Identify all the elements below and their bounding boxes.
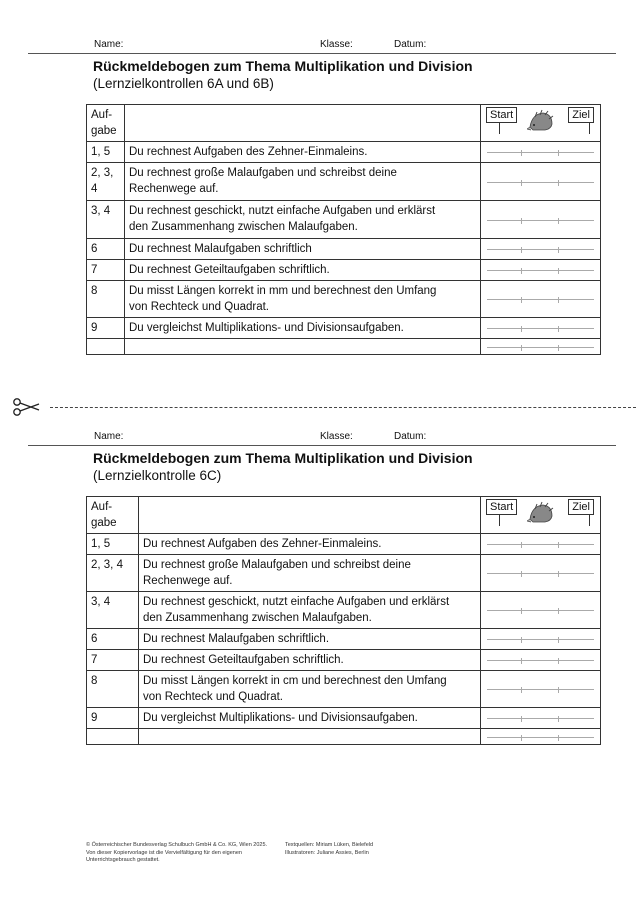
progress-scale[interactable] (481, 142, 601, 163)
task-description: Du rechnest Geteiltaufgaben schriftlich. (125, 260, 481, 281)
progress-scale[interactable] (481, 708, 601, 729)
task-description: Du rechnest Aufgaben des Zehner-Einmaleins. (139, 534, 481, 555)
start-flag: Start (486, 499, 517, 515)
task-number: 3, 4 (87, 592, 139, 629)
progress-scale[interactable] (481, 281, 601, 318)
progress-scale[interactable] (481, 239, 601, 260)
progress-scale[interactable] (481, 650, 601, 671)
header-line-1 (28, 37, 616, 54)
task-number: 7 (87, 650, 139, 671)
task-description (139, 729, 481, 745)
progress-header (481, 105, 601, 142)
hedgehog-icon (527, 109, 555, 133)
task-number: 1, 5 (87, 142, 125, 163)
start-flag: Start (486, 107, 517, 123)
table-row (87, 142, 601, 163)
progress-scale[interactable] (481, 534, 601, 555)
table-row (87, 592, 601, 629)
table-row (87, 339, 601, 355)
ziel-flag: Ziel (568, 107, 594, 123)
progress-scale[interactable] (481, 629, 601, 650)
task-description: Du misst Längen korrekt in mm und berechnest den Umfang von Rechteck und Quadrat. (125, 281, 481, 318)
task-number: 9 (87, 708, 139, 729)
table-row (87, 708, 601, 729)
footer-credits: Textquellen: Miriam Lüken, Bielefeld Illustratoren: Juliane Assies, Berlin (285, 842, 374, 856)
task-number: 3, 4 (87, 201, 125, 239)
table-row (87, 671, 601, 708)
task-description: Du rechnest große Malaufgaben und schreibst deine Rechenwege auf. (125, 163, 481, 201)
table-row (87, 260, 601, 281)
task-number: 9 (87, 318, 125, 339)
task-number: 7 (87, 260, 125, 281)
task-description: Du misst Längen korrekt in cm und berechnest den Umfang von Rechteck und Quadrat. (139, 671, 481, 708)
task-number: 6 (87, 239, 125, 260)
task-description: Du rechnest Geteiltaufgaben schriftlich. (139, 650, 481, 671)
klasse-label: Klasse: (320, 39, 353, 50)
task-number: 1, 5 (87, 534, 139, 555)
task-number: 8 (87, 281, 125, 318)
progress-scale[interactable] (481, 729, 601, 745)
sheet-subtitle: (Lernzielkontrollen 6A und 6B) (93, 76, 274, 91)
ziel-flag: Ziel (568, 499, 594, 515)
task-description: Du rechnest geschickt, nutzt einfache Aufgaben und erklärst den Zusammenhang zwischen Malaufgaben. (139, 592, 481, 629)
table-header-row (87, 497, 601, 534)
name-label: Name: (94, 39, 124, 50)
table-row (87, 629, 601, 650)
cut-line (50, 407, 636, 408)
footer-copyright: © Österreichischer Bundesverlag Schulbuch GmbH & Co. KG, Wien 2025. Von dieser Kopiervorlage ist die Vervielfältigung für den eigenen Unterrichtsgebrauch gestattet. (86, 842, 268, 863)
table-row (87, 239, 601, 260)
sheet-title: Rückmeldebogen zum Thema Multiplikation und Division (93, 450, 473, 466)
task-number: 8 (87, 671, 139, 708)
task-description (125, 339, 481, 355)
progress-scale[interactable] (481, 555, 601, 592)
task-number: 2, 3, 4 (87, 163, 125, 201)
task-number: 6 (87, 629, 139, 650)
progress-scale[interactable] (481, 318, 601, 339)
table-row (87, 555, 601, 592)
table-row (87, 163, 601, 201)
task-description: Du rechnest Aufgaben des Zehner-Einmaleins. (125, 142, 481, 163)
sheet-title: Rückmeldebogen zum Thema Multiplikation und Division (93, 58, 473, 74)
datum-label: Datum: (394, 431, 427, 442)
aufgabe-header: Auf- gabe (87, 105, 125, 142)
table-header-row (87, 105, 601, 142)
progress-scale[interactable] (481, 260, 601, 281)
progress-scale[interactable] (481, 201, 601, 239)
task-description: Du rechnest Malaufgaben schriftlich. (139, 629, 481, 650)
name-label: Name: (94, 431, 124, 442)
task-description: Du vergleichst Multiplikations- und Divisionsaufgaben. (125, 318, 481, 339)
task-description: Du rechnest Malaufgaben schriftlich (125, 239, 481, 260)
table-row (87, 201, 601, 239)
table-row (87, 534, 601, 555)
progress-header (481, 497, 601, 534)
task-number: 2, 3, 4 (87, 555, 139, 592)
aufgabe-header: Auf- gabe (87, 497, 139, 534)
table-row (87, 281, 601, 318)
hedgehog-icon (527, 501, 555, 525)
table-row (87, 650, 601, 671)
progress-scale[interactable] (481, 339, 601, 355)
task-number (87, 339, 125, 355)
task-number (87, 729, 139, 745)
sheet-subtitle: (Lernzielkontrolle 6C) (93, 468, 222, 483)
task-description: Du rechnest große Malaufgaben und schreibst deine Rechenwege auf. (139, 555, 481, 592)
datum-label: Datum: (394, 39, 427, 50)
feedback-table-2 (86, 496, 601, 745)
task-description: Du vergleichst Multiplikations- und Divisionsaufgaben. (139, 708, 481, 729)
task-description: Du rechnest geschickt, nutzt einfache Aufgaben und erklärst den Zusammenhang zwischen Malaufgaben. (125, 201, 481, 239)
table-row (87, 729, 601, 745)
feedback-table-1 (86, 104, 601, 355)
scissors-icon (12, 398, 42, 416)
progress-scale[interactable] (481, 592, 601, 629)
klasse-label: Klasse: (320, 431, 353, 442)
table-row (87, 318, 601, 339)
progress-scale[interactable] (481, 163, 601, 201)
header-line-2 (28, 429, 616, 446)
progress-scale[interactable] (481, 671, 601, 708)
